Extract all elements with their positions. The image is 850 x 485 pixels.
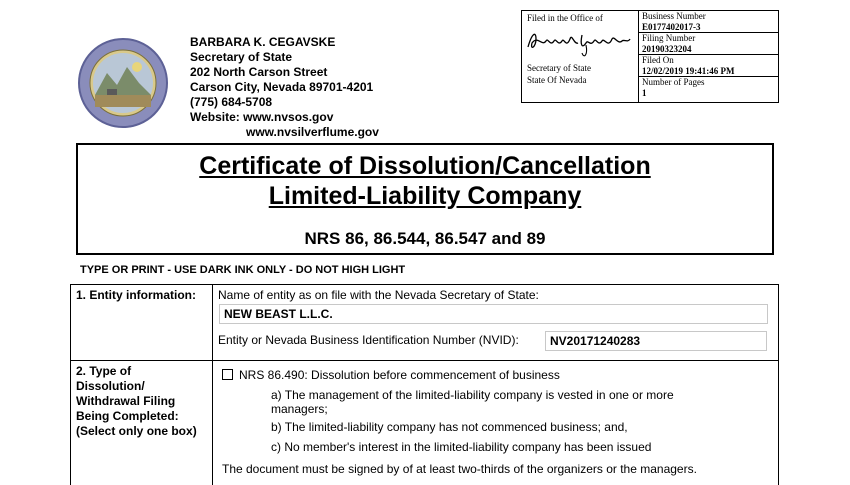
entity-information-label: 1. Entity information: xyxy=(76,288,196,302)
filing-number-label: Filing Number xyxy=(642,33,696,43)
label-line: Dissolution/ xyxy=(76,379,145,393)
statute-reference: NRS 86, 86.544, 86.547 and 89 xyxy=(304,229,546,248)
filing-details-cells xyxy=(639,11,778,102)
condition-a-line2: managers; xyxy=(271,402,328,416)
filed-on-cell xyxy=(639,55,778,77)
address-line1: 202 North Carson Street xyxy=(190,65,328,79)
condition-c: c) No member's interest in the limited-liability company has been issued xyxy=(271,440,652,454)
label-line: (Select only one box) xyxy=(76,424,197,438)
nrs-86-490-checkbox[interactable] xyxy=(222,369,233,380)
business-number-label: Business Number xyxy=(642,11,706,21)
address-line2: Carson City, Nevada 89701-4201 xyxy=(190,80,374,94)
state-of-nevada-text: State Of Nevada xyxy=(527,75,587,85)
business-number-cell xyxy=(639,11,778,33)
filing-office-cell xyxy=(522,11,639,102)
condition-b: b) The limited-liability company has not commenced business; and, xyxy=(271,420,628,434)
row-divider xyxy=(71,360,778,361)
pages-label: Number of Pages xyxy=(642,77,705,87)
signing-requirement-note: The document must be signed by of at least two-thirds of the organizers or the managers. xyxy=(222,462,697,476)
filing-stamp-box xyxy=(521,10,779,103)
filing-number-cell xyxy=(639,33,778,55)
certificate-title-box xyxy=(76,143,774,255)
filing-number-value: 20190323204 xyxy=(642,43,692,54)
option-nrs-86-490[interactable] xyxy=(222,368,560,383)
option-label: NRS 86.490: Dissolution before commencement of business xyxy=(239,368,560,382)
nvid-prompt: Entity or Nevada Business Identification Number (NVID): xyxy=(218,333,519,347)
office-lines xyxy=(527,62,591,86)
official-name: BARBARA K. CEGAVSKE xyxy=(190,35,336,49)
secretary-of-state-block xyxy=(190,35,379,140)
entity-name-field[interactable]: NEW BEAST L.L.C. xyxy=(219,304,768,324)
secretary-of-state-text: Secretary of State xyxy=(527,63,591,73)
certificate-subtitle: Limited-Liability Company xyxy=(268,182,582,210)
column-divider xyxy=(212,285,213,485)
official-title: Secretary of State xyxy=(190,50,293,64)
condition-a-line1: a) The management of the limited-liability company is vested in one or more xyxy=(271,388,674,402)
label-line: Being Completed: xyxy=(76,409,179,423)
website-link[interactable]: Website: www.nvsos.gov xyxy=(190,110,334,124)
label-line: Withdrawal Filing xyxy=(76,394,176,408)
filed-on-value: 12/02/2019 19:41:46 PM xyxy=(642,65,735,76)
filed-on-label: Filed On xyxy=(642,55,674,65)
ink-instructions: TYPE OR PRINT - USE DARK INK ONLY - DO NOT HIGH LIGHT xyxy=(80,264,406,276)
pages-value: 1 xyxy=(642,87,647,98)
dissolution-type-label xyxy=(76,364,197,439)
entity-name-prompt: Name of entity as on file with the Nevada Secretary of State: xyxy=(218,288,539,302)
pages-cell xyxy=(639,77,778,99)
nvid-field[interactable]: NV20171240283 xyxy=(545,331,767,351)
signature-image xyxy=(524,25,634,59)
form-table xyxy=(70,284,779,485)
business-number-value: E0177402017-3 xyxy=(642,21,701,32)
filed-in-office-text: Filed in the Office of xyxy=(527,13,603,23)
certificate-title: Certificate of Dissolution/Cancellation xyxy=(199,152,651,180)
website-link-2[interactable]: www.nvsilverflume.gov xyxy=(246,125,379,139)
phone: (775) 684-5708 xyxy=(190,95,273,109)
label-line: 2. Type of xyxy=(76,364,132,378)
nevada-state-seal xyxy=(77,37,169,129)
